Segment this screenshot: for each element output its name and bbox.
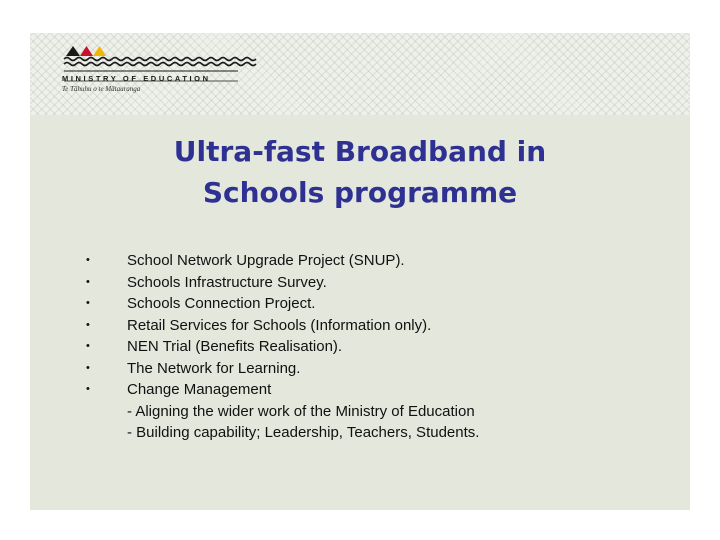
sub-item xyxy=(30,401,690,423)
logo-name: MINISTRY OF EDUCATION xyxy=(62,74,211,83)
bullet-dot: • xyxy=(86,318,90,331)
list-item xyxy=(30,293,690,315)
logo-triangle-red xyxy=(80,46,93,56)
list-item xyxy=(30,358,690,380)
bullet-dot: • xyxy=(86,254,90,266)
list-item-text: NEN Trial (Benefits Realisation). xyxy=(127,338,343,355)
list-item xyxy=(30,379,690,401)
logo-triangle-yellow xyxy=(93,46,106,56)
bullet-dot: • xyxy=(86,297,90,309)
bullet-dot: • xyxy=(86,383,90,395)
logo-wave-2 xyxy=(64,63,256,66)
slide-title xyxy=(140,131,580,213)
sub-item-text: - Aligning the wider work of the Ministry of Education xyxy=(127,402,475,420)
list-item-text: School Network Upgrade Project (SNUP). xyxy=(127,252,405,269)
sub-item-text: - Building capability; Leadership, Teachers, Students. xyxy=(127,424,480,441)
list-item-text: The Network for Learning. xyxy=(127,359,301,377)
header-band xyxy=(30,33,690,115)
bullet-dot: • xyxy=(86,340,90,352)
list-item-text: Retail Services for Schools (Information only). xyxy=(127,316,432,334)
list-item xyxy=(30,336,690,358)
list-item-text: Schools Infrastructure Survey. xyxy=(127,273,327,291)
bullet-dot: • xyxy=(86,275,90,288)
title-line-1: Ultra-fast Broadband in xyxy=(173,135,547,168)
logo-triangle-black xyxy=(66,46,80,56)
list-item xyxy=(30,272,690,294)
bullet-dot: • xyxy=(86,361,90,374)
list-item-text: Schools Connection Project. xyxy=(127,295,316,312)
slide xyxy=(30,33,690,510)
list-item xyxy=(30,315,690,337)
sub-item xyxy=(30,422,690,444)
logo-subtitle: Te Tāhuhu o te Mātauranga xyxy=(62,85,141,93)
list-item xyxy=(30,250,690,272)
list-item-text: Change Management xyxy=(127,381,272,398)
title-line-2: Schools programme xyxy=(202,176,518,209)
bullet-list xyxy=(30,250,690,444)
logo-wave-1 xyxy=(64,58,256,61)
